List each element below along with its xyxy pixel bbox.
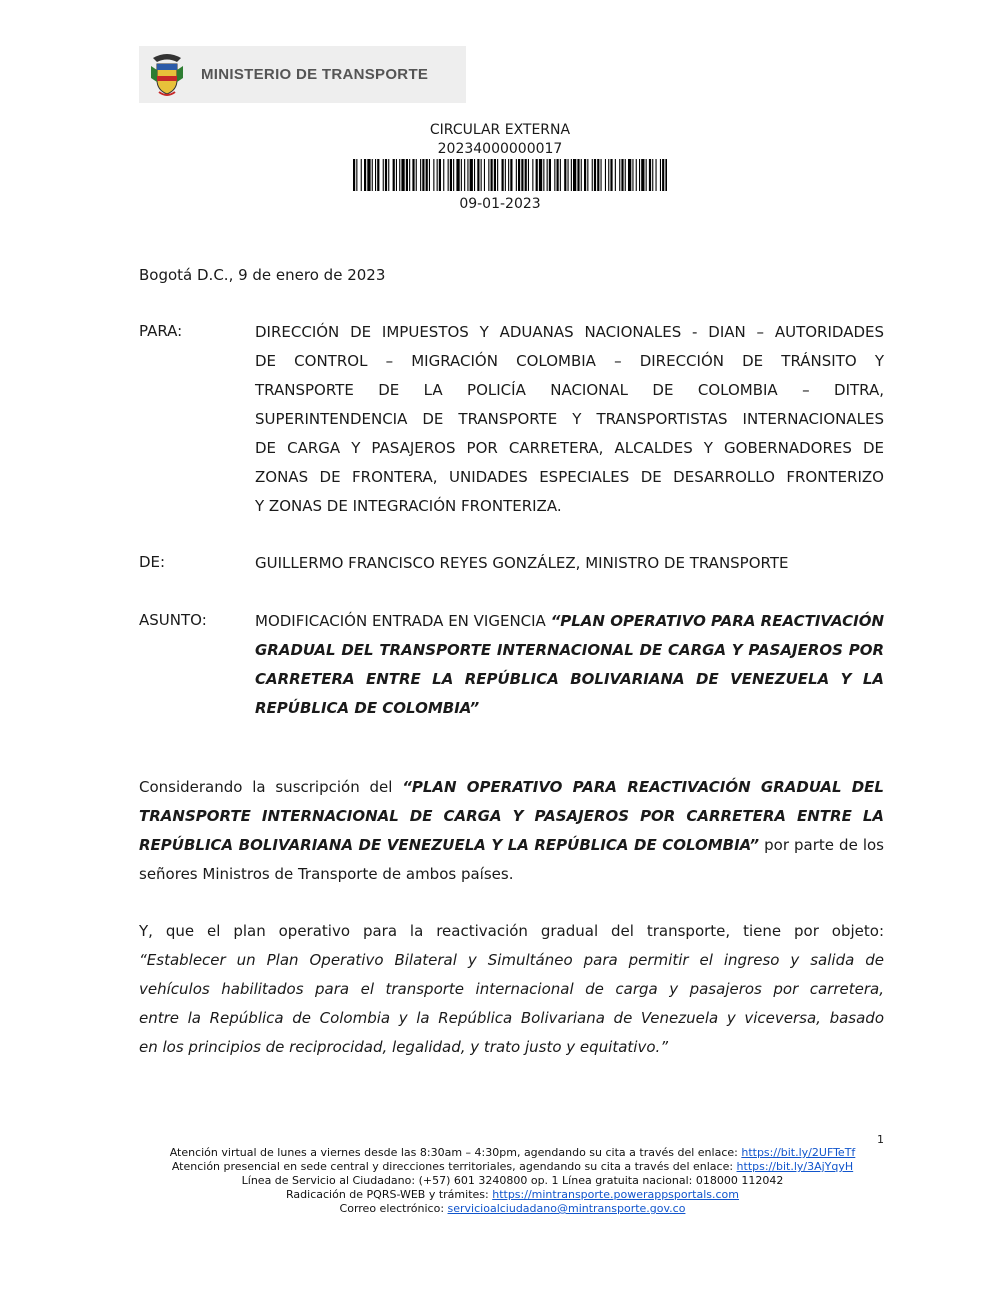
page-number: 1 xyxy=(877,1133,884,1146)
footer-line xyxy=(0,1160,1000,1174)
footer xyxy=(0,1146,1000,1216)
asunto-line xyxy=(255,636,884,665)
considerando-l1-bold: “PLAN OPERATIVO PARA REACTIVACIÓN GRADUAL DEL xyxy=(402,778,884,796)
para-recipients xyxy=(255,318,884,521)
footer-email-text: Correo electrónico: xyxy=(339,1202,448,1215)
asunto-line4: REPÚBLICA DE COLOMBIA” xyxy=(255,699,480,717)
para-line: SUPERINTENDENCIA DE TRANSPORTE Y TRANSPORTISTAS INTERNACIONALES xyxy=(255,410,884,428)
considerando-line xyxy=(139,802,884,831)
de-label: DE: xyxy=(139,553,166,571)
asunto-subject xyxy=(255,607,884,723)
place-date: Bogotá D.C., 9 de enero de 2023 xyxy=(139,266,386,284)
ministry-name: MINISTERIO DE TRANSPORTE xyxy=(201,66,429,83)
coat-of-arms-icon xyxy=(147,52,187,98)
asunto-line xyxy=(255,694,884,723)
footer-virtual-link[interactable]: https://bit.ly/2UFTeTf xyxy=(741,1146,856,1159)
document-number: 20234000000017 xyxy=(437,141,563,157)
footer-email-link[interactable]: servicioalciudadano@mintransporte.gov.co xyxy=(447,1202,686,1215)
footer-presencial-text: Atención presencial en sede central y direcciones territoriales, agendando su cita a través del enlace: xyxy=(171,1160,737,1173)
considerando-paragraph xyxy=(139,773,884,889)
objeto-line: en los principios de reciprocidad, legalidad, y trato justo y equitativo.” xyxy=(139,1038,669,1056)
de-value: GUILLERMO FRANCISCO REYES GONZÁLEZ, MINISTRO DE TRANSPORTE xyxy=(255,554,789,572)
asunto-line1-bold: “PLAN OPERATIVO PARA REACTIVACIÓN xyxy=(550,612,885,630)
footer-virtual-text: Atención virtual de lunes a viernes desde las 8:30am – 4:30pm, agendando su cita a través del enlace: xyxy=(169,1146,742,1159)
footer-line xyxy=(0,1146,1000,1160)
para-line: DIRECCIÓN DE IMPUESTOS Y ADUANAS NACIONALES - DIAN – AUTORIDADES xyxy=(255,323,884,341)
asunto-line2: GRADUAL DEL TRANSPORTE INTERNACIONAL DE CARGA Y PASAJEROS POR xyxy=(255,641,884,659)
asunto-line3: CARRETERA ENTRE LA REPÚBLICA BOLIVARIANA DE VENEZUELA Y LA xyxy=(255,670,884,688)
footer-pqrs-link[interactable]: https://mintransporte.powerappsportals.com xyxy=(492,1188,739,1201)
asunto-line xyxy=(255,607,884,636)
para-line: DE CARGA Y PASAJEROS POR CARRETERA, ALCALDES Y GOBERNADORES DE xyxy=(255,439,884,457)
objeto-line: “Establecer un Plan Operativo Bilateral y Simultáneo para permitir el ingreso y salida de xyxy=(139,951,884,969)
para-label: PARA: xyxy=(139,322,183,340)
barcode xyxy=(353,159,667,191)
considerando-line xyxy=(139,773,884,802)
considerando-l1-plain: Considerando la suscripción del xyxy=(139,778,403,796)
objeto-line: vehículos habilitados para el transporte internacional de carga y pasajeros por carretera, xyxy=(139,980,884,998)
footer-pqrs-text: Radicación de PQRS-WEB y trámites: xyxy=(286,1188,493,1201)
considerando-l3-bold: REPÚBLICA BOLIVARIANA DE VENEZUELA Y LA REPÚBLICA DE COLOMBIA” xyxy=(139,836,760,854)
asunto-line xyxy=(255,665,884,694)
footer-line xyxy=(0,1188,1000,1202)
objeto-line: Y, que el plan operativo para la reactivación gradual del transporte, tiene por objeto: xyxy=(139,922,884,940)
considerando-l3-plain: por parte de los xyxy=(759,836,884,854)
footer-presencial-link[interactable]: https://bit.ly/3AjYqyH xyxy=(736,1160,854,1173)
considerando-l2-bold: TRANSPORTE INTERNACIONAL DE CARGA Y PASAJEROS POR CARRETERA ENTRE LA xyxy=(139,807,884,825)
objeto-line: entre la República de Colombia y la República Bolivariana de Venezuela y viceversa, basado xyxy=(139,1009,884,1027)
footer-phone-text: Línea de Servicio al Ciudadano: (+57) 601 3240800 op. 1 Línea gratuita nacional: 018000 112042 xyxy=(241,1174,784,1187)
para-line: Y ZONAS DE INTEGRACIÓN FRONTERIZA. xyxy=(255,497,562,515)
para-line: ZONAS DE FRONTERA, UNIDADES ESPECIALES DE DESARROLLO FRONTERIZO xyxy=(255,468,884,486)
para-line: DE CONTROL – MIGRACIÓN COLOMBIA – DIRECCIÓN DE TRÁNSITO Y xyxy=(255,352,884,370)
objeto-paragraph xyxy=(139,917,884,1062)
asunto-line1-plain: MODIFICACIÓN ENTRADA EN VIGENCIA xyxy=(255,612,551,630)
ministry-logo xyxy=(139,46,466,103)
asunto-label: ASUNTO: xyxy=(139,611,207,629)
considerando-line xyxy=(139,831,884,860)
considerando-l4-plain: señores Ministros de Transporte de ambos países. xyxy=(139,865,514,883)
para-line: TRANSPORTE DE LA POLICÍA NACIONAL DE COLOMBIA – DITRA, xyxy=(255,381,884,399)
considerando-line xyxy=(139,860,884,889)
document-type: CIRCULAR EXTERNA xyxy=(429,122,571,138)
footer-line xyxy=(0,1202,1000,1216)
de-sender xyxy=(255,549,884,578)
document-date: 09-01-2023 xyxy=(459,196,541,212)
footer-line xyxy=(0,1174,1000,1188)
